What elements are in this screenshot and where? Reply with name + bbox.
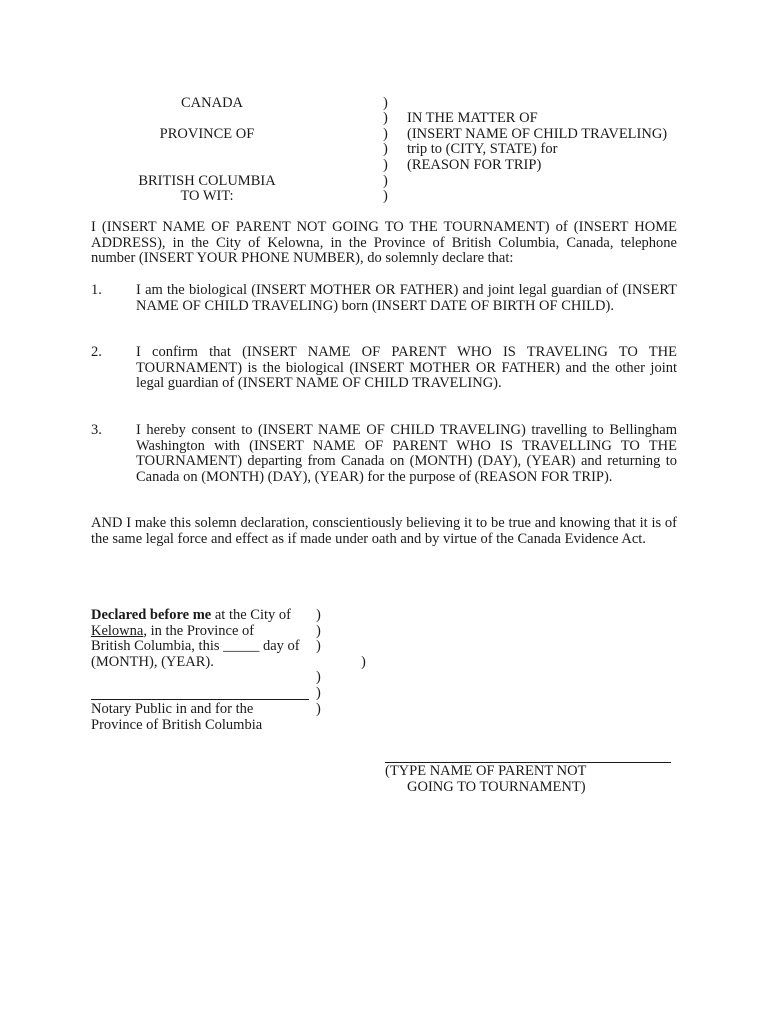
intro-paragraph: I (INSERT NAME OF PARENT NOT GOING TO THE TOURNAMENT) of (INSERT HOME ADDRESS), in the City of Kelowna, in the Province of British Columbia, Canada, telephone number (INSERT YOUR PHONE NUMBER), do solemnly declare that: (91, 219, 677, 266)
jurat-paren: ) (316, 623, 321, 639)
caption-paren: ) (383, 126, 388, 142)
jurat-province-label: , in the Province of (143, 623, 255, 639)
caption-paren: ) (383, 188, 388, 204)
caption-province-name: BRITISH COLUMBIA (138, 173, 276, 189)
jurat-paren: ) (316, 607, 321, 623)
caption-paren: ) (383, 173, 388, 189)
jurat-line-1 (91, 608, 291, 624)
item-number: 3. (91, 422, 102, 438)
matter-reason: (REASON FOR TRIP) (407, 157, 542, 173)
jurat-line-4: (MONTH), (YEAR). (91, 654, 214, 670)
caption-paren: ) (383, 95, 388, 111)
notary-caption-1: Notary Public in and for the (91, 701, 254, 717)
matter-heading: IN THE MATTER OF (407, 110, 538, 126)
solemn-declaration-paragraph: AND I make this solemn declaration, conscientiously believing it to be true and knowing that it is of the same legal force and effect as if made under oath and by virtue of the Canada Evidence Act. (91, 515, 677, 547)
caption-paren: ) (383, 157, 388, 173)
item-number: 2. (91, 344, 102, 360)
caption-province-label: PROVINCE OF (159, 126, 255, 142)
matter-trip: trip to (CITY, STATE) for (407, 141, 558, 157)
jurat-paren: ) (361, 654, 366, 670)
notary-signature-line (91, 699, 309, 700)
caption-paren: ) (383, 110, 388, 126)
matter-child: (INSERT NAME OF CHILD TRAVELING) (407, 126, 668, 142)
jurat-city-label: at the City of (211, 607, 291, 623)
caption-to-wit: TO WIT: (180, 188, 234, 204)
notary-caption-2: Province of British Columbia (91, 717, 263, 733)
item-number: 1. (91, 282, 102, 298)
declarant-name-caption-2: GOING TO TOURNAMENT) (407, 779, 586, 795)
caption-paren: ) (383, 141, 388, 157)
jurat-paren: ) (316, 701, 321, 717)
jurat-line-3: British Columbia, this _____ day of (91, 638, 300, 654)
jurat-paren: ) (316, 669, 321, 685)
item-text: I am the biological (INSERT MOTHER OR FATHER) and joint legal guardian of (INSERT NAME OF CHILD TRAVELING) born (INSERT DATE OF BIRTH OF CHILD). (136, 282, 677, 314)
jurat-declared-before-me: Declared before me (91, 607, 212, 623)
jurat-city: Kelowna (91, 623, 144, 639)
jurat-paren: ) (316, 638, 321, 654)
item-text: I hereby consent to (INSERT NAME OF CHILD TRAVELING) travelling to Bellingham Washington with (INSERT NAME OF PARENT WHO IS TRAVELLING TO THE TOURNAMENT) departing from Canada on (MONTH) (DAY), (YEAR) and returning to Canada on (MONTH) (DAY), (YEAR) for the purpose of (REASON FOR TRIP). (136, 422, 677, 485)
item-text: I confirm that (INSERT NAME OF PARENT WHO IS TRAVELING TO THE TOURNAMENT) is the biological (INSERT MOTHER OR FATHER) and the other joint legal guardian of (INSERT NAME OF CHILD TRAVELING). (136, 344, 677, 391)
declarant-name-caption-1: (TYPE NAME OF PARENT NOT (385, 763, 587, 779)
jurat-paren: ) (316, 685, 321, 701)
caption-country: CANADA (180, 95, 244, 111)
